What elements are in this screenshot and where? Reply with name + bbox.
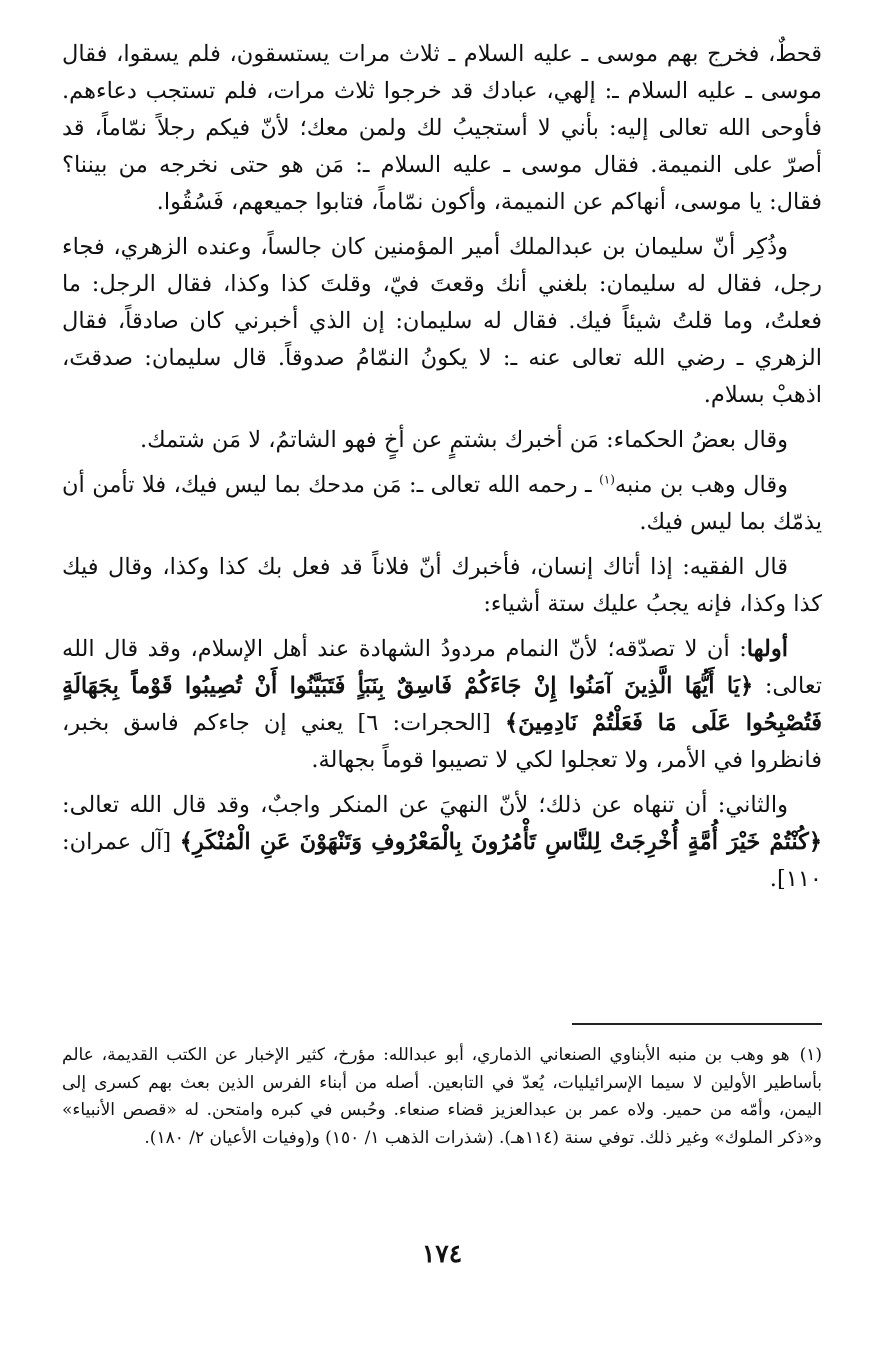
paragraph-faqih-intro xyxy=(62,549,822,623)
page-number: ١٧٤ xyxy=(421,1239,463,1268)
footnote-number: (١) xyxy=(799,1045,822,1065)
quran-verse: ﴿يَا أَيُّهَا الَّذِينَ آمَنُوا إِنْ جَاءَكُمْ فَاسِقٌ بِنَبَأٍ فَتَبَيَّنُوا أَنْ تُصِيبُوا قَوْماً بِجَهَالَةٍ فَتُصْبِحُوا عَلَى مَا فَعَلْتُمْ نَادِمِينَ﴾ xyxy=(62,673,822,736)
section-lead: أولها xyxy=(746,636,788,662)
paragraph-text: وذُكِر أنّ سليمان بن عبدالملك أمير المؤمنين كان جالساً، وعنده الزهري، فجاء رجل، فقال له سليمان: بلغني أنك وقعتَ فيّ، وقلتَ كذا وكذا، فقال الرجل: ما فعلتُ، وما قلتُ شيئاً فيك. فقال له سليمان: إن الذي أخبرني كان صادقاً، فقال الزهري ـ رضي الله تعالى عنه ـ: لا يكونُ النمّامُ صدوقاً. قال سليمان: صدقتَ، اذهبْ بسلام. xyxy=(62,234,822,408)
main-text xyxy=(62,36,822,898)
footnote-divider xyxy=(572,1023,822,1025)
paragraph-text: وقال وهب بن منبه xyxy=(614,472,788,498)
footnote-text: هو وهب بن منبه الأبناوي الصنعاني الذماري، أبو عبدالله: مؤرخ، كثير الإخبار عن الكتب القديمة، عالم بأساطير الأولين لا سيما الإسرائيليات، يُعدّ في التابعين. أصله من أبناء الفرس الذين بعث بهم كسرى إلى اليمن، وأمّه من حمير. ولاه عمر بن عبدالعزيز قضاء صنعاء. وحُبس في كبره وامتحن. له «قصص الأنبياء» و«ذكر الملوك» وغير ذلك. توفي سنة (١١٤هـ). (شذرات الذهب ١/ ١٥٠) و(وفيات الأعيان ٢/ ١٨٠). xyxy=(62,1045,822,1148)
paragraph-text: [الحجرات: ٦] يعني إن جاءكم فاسق بخبر، فانظروا في الأمر، ولا تعجلوا لكي لا تصيبوا قوماً بجهالة. xyxy=(62,710,822,773)
footnote-item xyxy=(62,1042,822,1152)
paragraph-text: [آل عمران: ١١٠]. xyxy=(62,829,822,892)
paragraph-text: : أن لا تصدّقه؛ لأنّ النمام مردودُ الشهادة عند أهل الإسلام، وقد قال الله تعالى: xyxy=(62,636,822,699)
footnotes xyxy=(62,1042,822,1152)
book-page xyxy=(62,36,822,1356)
paragraph-text: والثاني: أن تنهاه عن ذلك؛ لأنّ النهيَ عن المنكر واجبٌ، وقد قال الله تعالى: xyxy=(62,792,788,818)
paragraph-text: ـ رحمه الله تعالى ـ: مَن مدحك بما ليس فيك، فلا تأمن أن يذمّك بما ليس فيك. xyxy=(62,472,822,535)
paragraph-first-duty xyxy=(62,631,822,779)
paragraph-moses-drought xyxy=(62,36,822,221)
paragraph-text: قحطٌ، فخرج بهم موسى ـ عليه السلام ـ ثلاث مرات يستسقون، فلم يسقوا، فقال موسى ـ عليه السلام ـ: إلهي، عبادك قد خرجوا ثلاث مرات، فلم تستجب دعاءهم. فأوحى الله تعالى إليه: بأني لا أستجيبُ لك ولمن معك؛ لأنّ فيكم رجلاً نمّاماً، قد أصرّ على النميمة. فقال موسى ـ عليه السلام ـ: مَن هو حتى نخرجه من بيننا؟ فقال: يا موسى، أنهاكم عن النميمة، وأكون نمّاماً، فتابوا جميعهم، فَسُقُوا. xyxy=(62,41,822,215)
paragraph-sulayman-story xyxy=(62,229,822,414)
footnote-reference[interactable]: (١) xyxy=(599,472,615,487)
paragraph-wise-saying xyxy=(62,422,822,459)
paragraph-text: وقال بعضُ الحكماء: مَن أخبرك بشتمٍ عن أخٍ فهو الشاتمُ، لا مَن شتمك. xyxy=(140,427,788,453)
paragraph-second-duty xyxy=(62,787,822,898)
paragraph-wahb-saying xyxy=(62,467,822,541)
quran-verse: ﴿كُنْتُمْ خَيْرَ أُمَّةٍ أُخْرِجَتْ لِلنَّاسِ تَأْمُرُونَ بِالْمَعْرُوفِ وَتَنْهَوْنَ عَنِ الْمُنْكَرِ﴾ xyxy=(179,829,823,855)
paragraph-text: قال الفقيه: إذا أتاك إنسان، فأخبرك أنّ فلاناً قد فعل بك كذا وكذا، وقال فيك كذا وكذا، فإنه يجبُ عليك ستة أشياء: xyxy=(62,554,822,617)
